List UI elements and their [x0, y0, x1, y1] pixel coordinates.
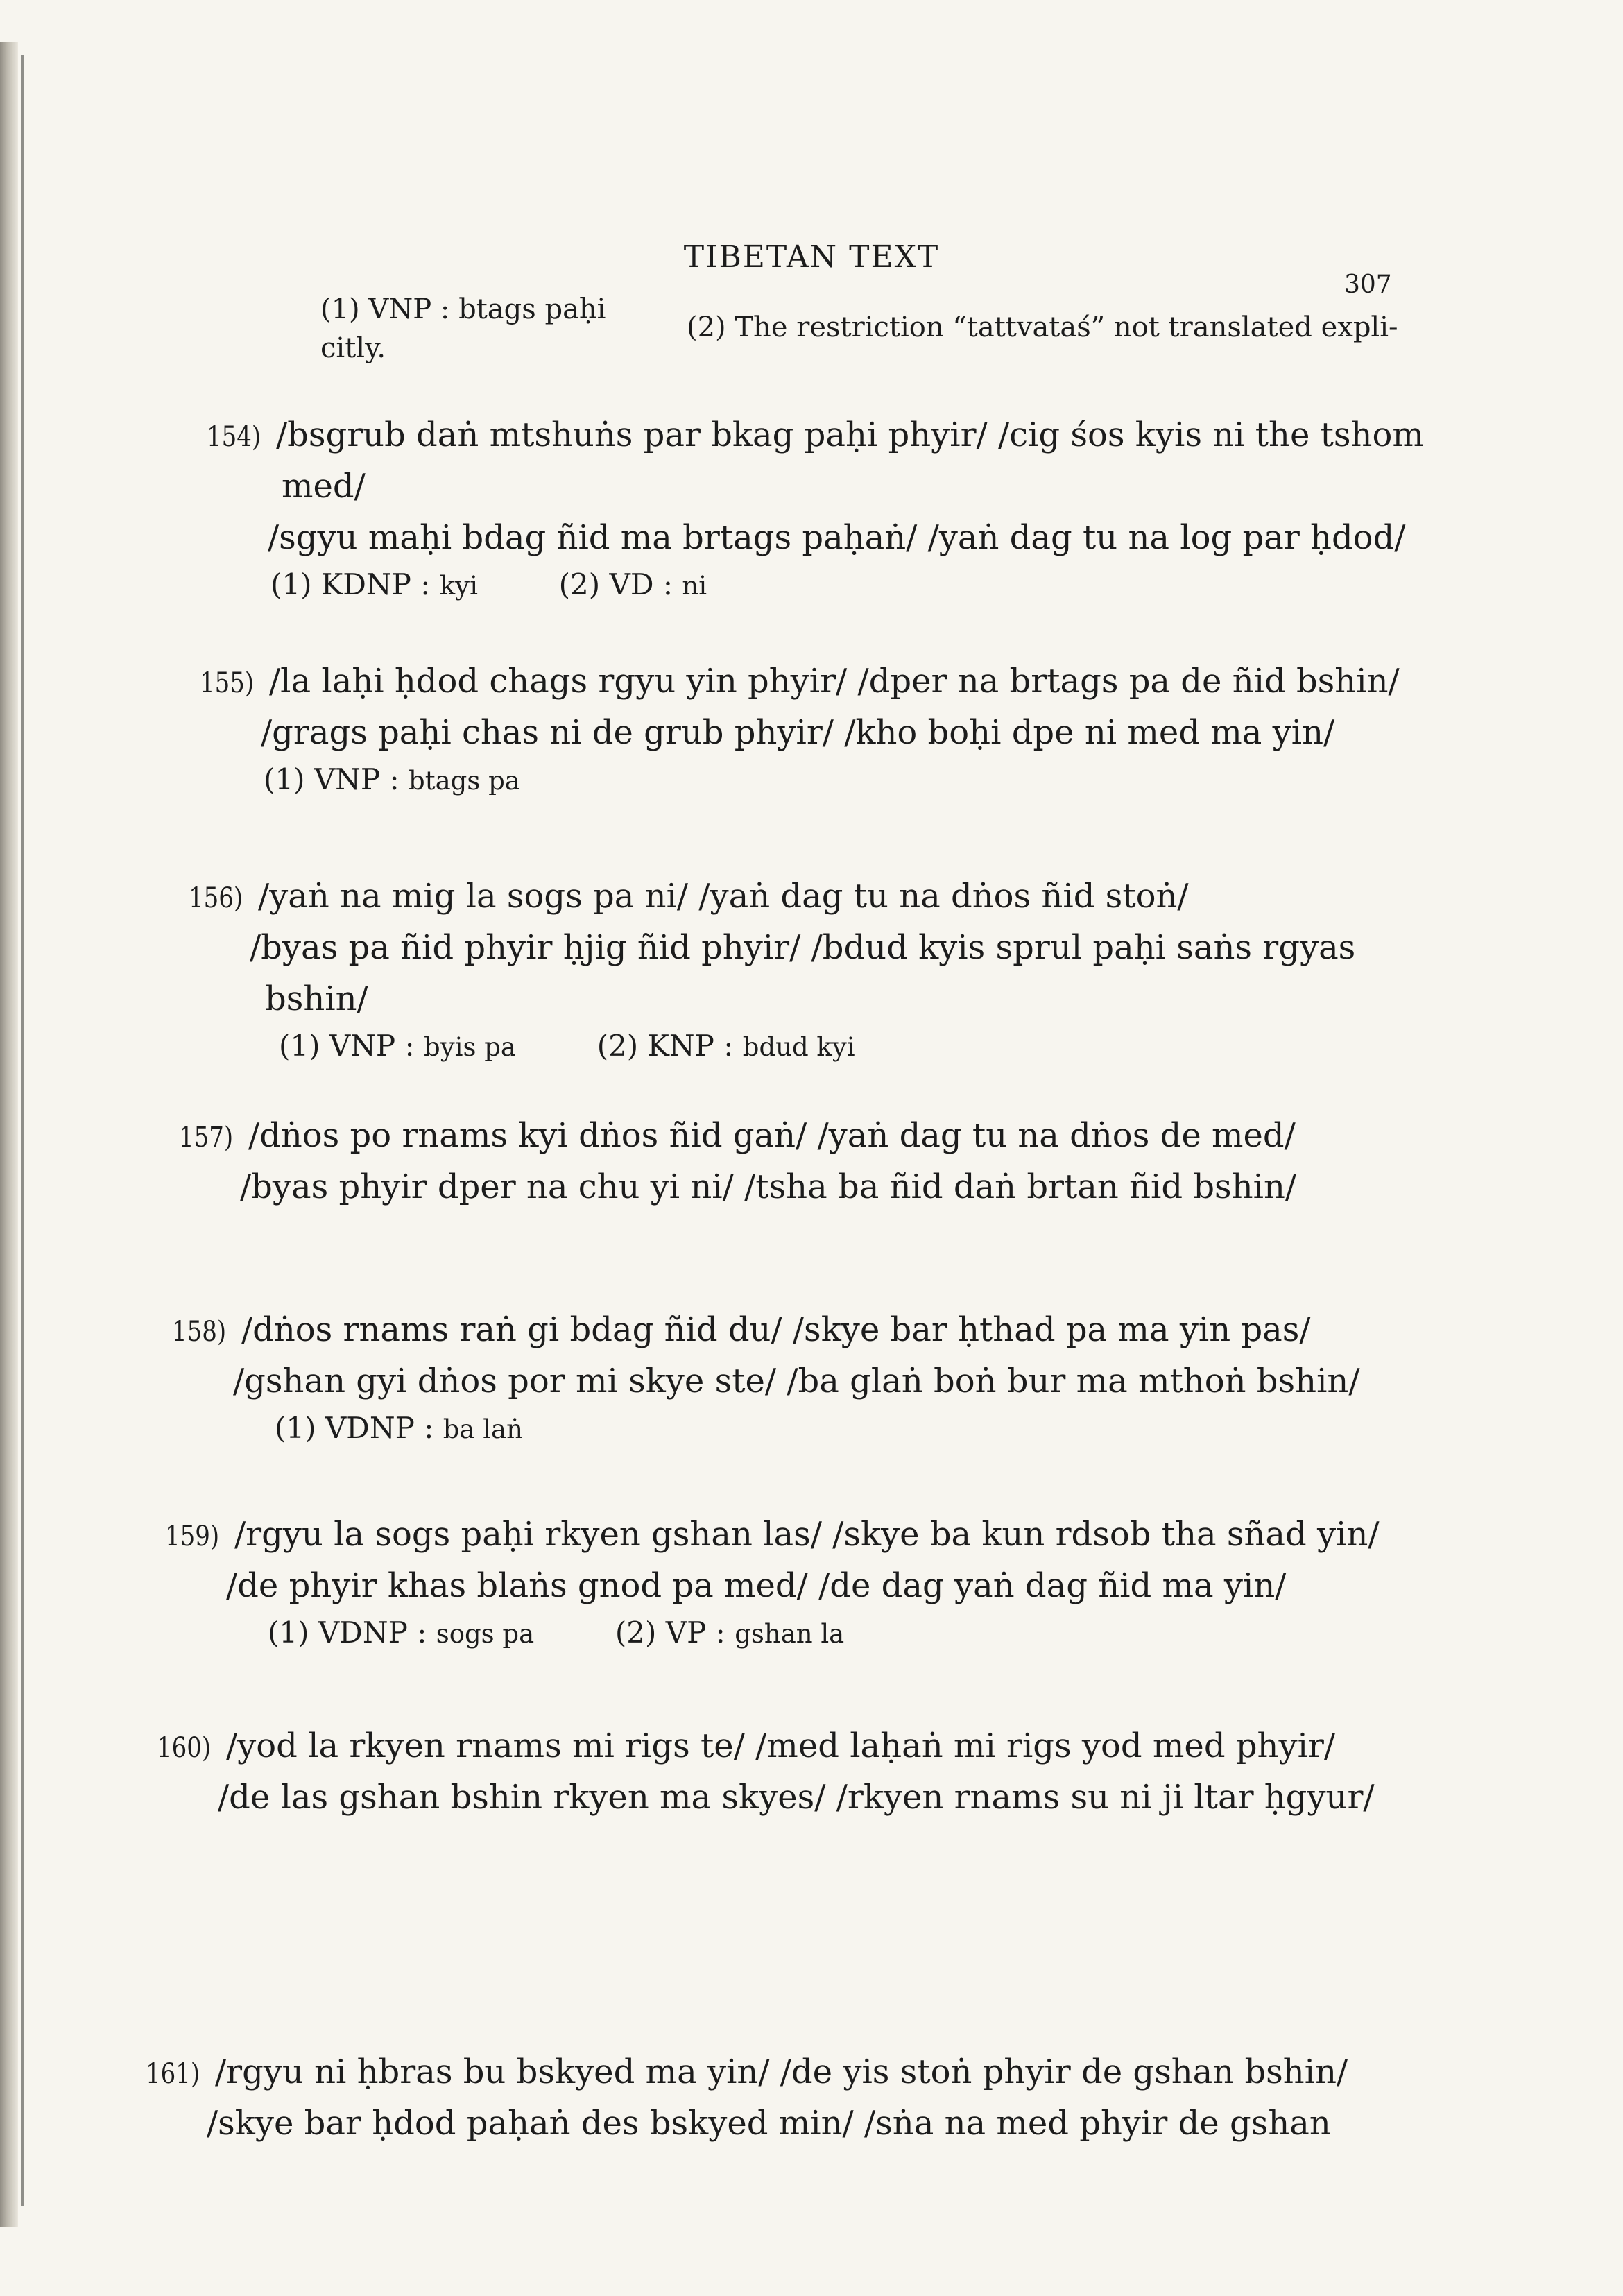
footnote-label: (2) KNP : [596, 1029, 734, 1063]
footnote-value: ba laṅ [443, 1414, 523, 1444]
binding-edge [0, 42, 18, 2227]
verse-number: 158) [172, 1316, 227, 1348]
footnote-label: (1) VNP : [264, 762, 400, 796]
verse-156 [189, 871, 1355, 1068]
verse-line: /bsgrub daṅ mtshuṅs par bkag paḥi phyir/ /cig śos kyis ni the tshom [275, 415, 1424, 454]
verse-line: /yaṅ na mig la sogs pa ni/ /yaṅ dag tu na dṅos ñid stoṅ/ [257, 877, 1189, 916]
verse-line: /la laḥi ḥdod chags rgyu yin phyir/ /dper na brtags pa de ñid bshin/ [268, 662, 1400, 701]
verse-line: /dṅos po rnams kyi dṅos ñid gaṅ/ /yaṅ dag tu na dṅos de med/ [248, 1116, 1296, 1155]
verse-line: /skye bar ḥdod paḥaṅ des bskyed min/ /sṅa na med phyir de gshan [207, 2104, 1331, 2143]
carryover-note-2: (2) The restriction “tattvataś” not translated expli- [687, 311, 1398, 343]
footnote-line [189, 1025, 1355, 1068]
footnote-label: (1) VDNP : [275, 1411, 434, 1445]
verse-line: /byas pa ñid phyir ḥjig ñid phyir/ /bdud kyis sprul paḥi saṅs rgyas [250, 928, 1356, 967]
footnote-line [165, 1611, 1380, 1654]
verse-number: 161) [146, 2058, 200, 2090]
verse-number: 156) [189, 882, 243, 914]
carryover-note-1: (1) VNP : btags paḥi [320, 293, 606, 325]
verse-158 [172, 1304, 1360, 1450]
verse-line: /dṅos rnams raṅ gi bdag ñid du/ /skye bar ḥthad pa ma yin pas/ [241, 1310, 1311, 1349]
verse-line: /gshan gyi dṅos por mi skye ste/ /ba glaṅ boṅ bur ma mthoṅ bshin/ [233, 1362, 1360, 1400]
footnote-value: btags pa [409, 766, 520, 796]
footnote-value: sogs pa [436, 1619, 535, 1649]
verse-157 [179, 1110, 1296, 1213]
footnote-line [207, 563, 1424, 606]
verse-number: 155) [200, 667, 255, 699]
verse-159 [165, 1509, 1380, 1654]
verse-number: 159) [165, 1520, 220, 1552]
carryover-note-continuation: citly. [320, 332, 386, 364]
verse-line: /grags paḥi chas ni de grub phyir/ /kho boḥi dpe ni med ma yin/ [261, 713, 1335, 752]
footnote-value: bdud kyi [742, 1032, 855, 1062]
verse-line: /rgyu ni ḥbras bu bskyed ma yin/ /de yis stoṅ phyir de gshan bshin/ [214, 2053, 1348, 2091]
footnote-label: (1) VDNP : [268, 1616, 427, 1650]
footnote-label: (1) KDNP : [270, 567, 431, 601]
verse-line: bshin/ [265, 979, 368, 1018]
verse-line: /de phyir khas blaṅs gnod pa med/ /de dag yaṅ dag ñid ma yin/ [226, 1566, 1287, 1605]
binding-line [21, 55, 24, 2206]
running-title: TIBETAN TEXT [683, 239, 940, 275]
verse-line: /yod la rkyen rnams mi rigs te/ /med laḥaṅ mi rigs yod med phyir/ [225, 1727, 1336, 1765]
footnote-label: (2) VD : [558, 567, 673, 601]
verse-number: 154) [207, 421, 261, 453]
footnote-value: gshan la [735, 1619, 845, 1649]
footnote-value: kyi [439, 571, 478, 601]
page-number: 307 [1344, 271, 1392, 299]
verse-line: med/ [282, 467, 366, 506]
footnote-line [200, 758, 1400, 801]
footnote-label: (1) VNP : [279, 1029, 415, 1063]
verse-number: 157) [179, 1122, 234, 1154]
verse-line: /byas phyir dper na chu yi ni/ /tsha ba ñid daṅ brtan ñid bshin/ [240, 1167, 1297, 1206]
verse-line: /de las gshan bshin rkyen ma skyes/ /rkyen rnams su ni ji ltar ḥgyur/ [218, 1778, 1375, 1817]
footnote-value: ni [682, 571, 707, 601]
verse-line: /rgyu la sogs paḥi rkyen gshan las/ /skye ba kun rdsob tha sñad yin/ [234, 1515, 1380, 1554]
verse-161 [146, 2046, 1348, 2149]
verse-155 [200, 656, 1400, 801]
footnote-line [172, 1407, 1360, 1450]
verse-160 [157, 1720, 1375, 1823]
verse-line: /sgyu maḥi bdag ñid ma brtags paḥaṅ/ /yaṅ dag tu na log par ḥdod/ [268, 518, 1406, 557]
verse-number: 160) [157, 1732, 212, 1764]
footnote-label: (2) VP : [615, 1616, 725, 1650]
footnote-value: byis pa [424, 1032, 516, 1062]
verse-154 [207, 409, 1424, 606]
